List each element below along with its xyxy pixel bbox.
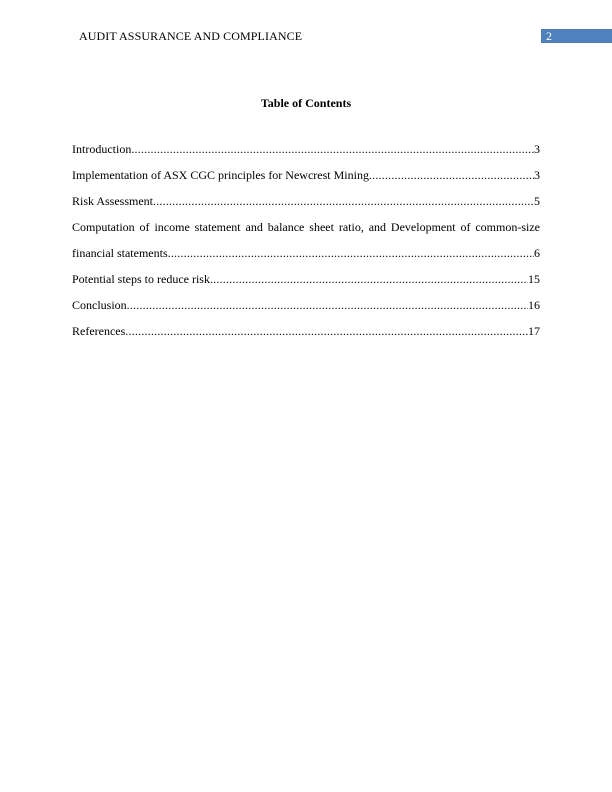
toc-entry-page: 15 <box>528 272 540 286</box>
toc-entry-title: References <box>72 324 126 338</box>
toc-entry-title: Risk Assessment <box>72 194 154 208</box>
toc-entry-risk-assessment[interactable] <box>72 194 540 220</box>
toc-entry-title-line1: Computation of income statement and balance sheet ratio, and Development of common-size <box>72 220 540 234</box>
toc-entry-conclusion[interactable] <box>72 298 540 324</box>
toc-entry-references[interactable] <box>72 324 540 350</box>
page-number: 2 <box>546 29 552 43</box>
running-head-title: AUDIT ASSURANCE AND COMPLIANCE <box>79 29 303 43</box>
dot-leader <box>168 246 534 261</box>
toc-entry-page: 3 <box>534 168 540 182</box>
table-of-contents <box>72 142 540 350</box>
page-number-box <box>541 29 612 43</box>
dot-leader <box>153 194 534 209</box>
toc-entry-title: Introduction <box>72 142 132 156</box>
page-header <box>0 0 612 48</box>
toc-entry-title: Implementation of ASX CGC principles for Newcrest Mining <box>72 168 369 182</box>
toc-entry-introduction[interactable] <box>72 142 540 168</box>
toc-entry-title-line2: financial statements <box>72 246 168 260</box>
toc-entry-page: 6 <box>534 246 540 260</box>
dot-leader <box>125 324 528 339</box>
dot-leader <box>127 298 528 313</box>
toc-entry-title: Conclusion <box>72 298 127 312</box>
dot-leader <box>369 168 534 183</box>
toc-heading: Table of Contents <box>260 96 352 110</box>
dot-leader <box>131 142 534 157</box>
toc-entry-asx-cgc[interactable] <box>72 168 540 194</box>
toc-entry-title: Potential steps to reduce risk <box>72 272 210 286</box>
toc-entry-line2 <box>72 246 540 272</box>
toc-entry-page: 5 <box>534 194 540 208</box>
toc-entry-page: 3 <box>534 142 540 156</box>
toc-entry-page: 16 <box>528 298 540 312</box>
dot-leader <box>210 272 528 287</box>
toc-entry-computation[interactable] <box>72 220 540 272</box>
toc-entry-page: 17 <box>528 324 540 338</box>
toc-entry-reduce-risk[interactable] <box>72 272 540 298</box>
